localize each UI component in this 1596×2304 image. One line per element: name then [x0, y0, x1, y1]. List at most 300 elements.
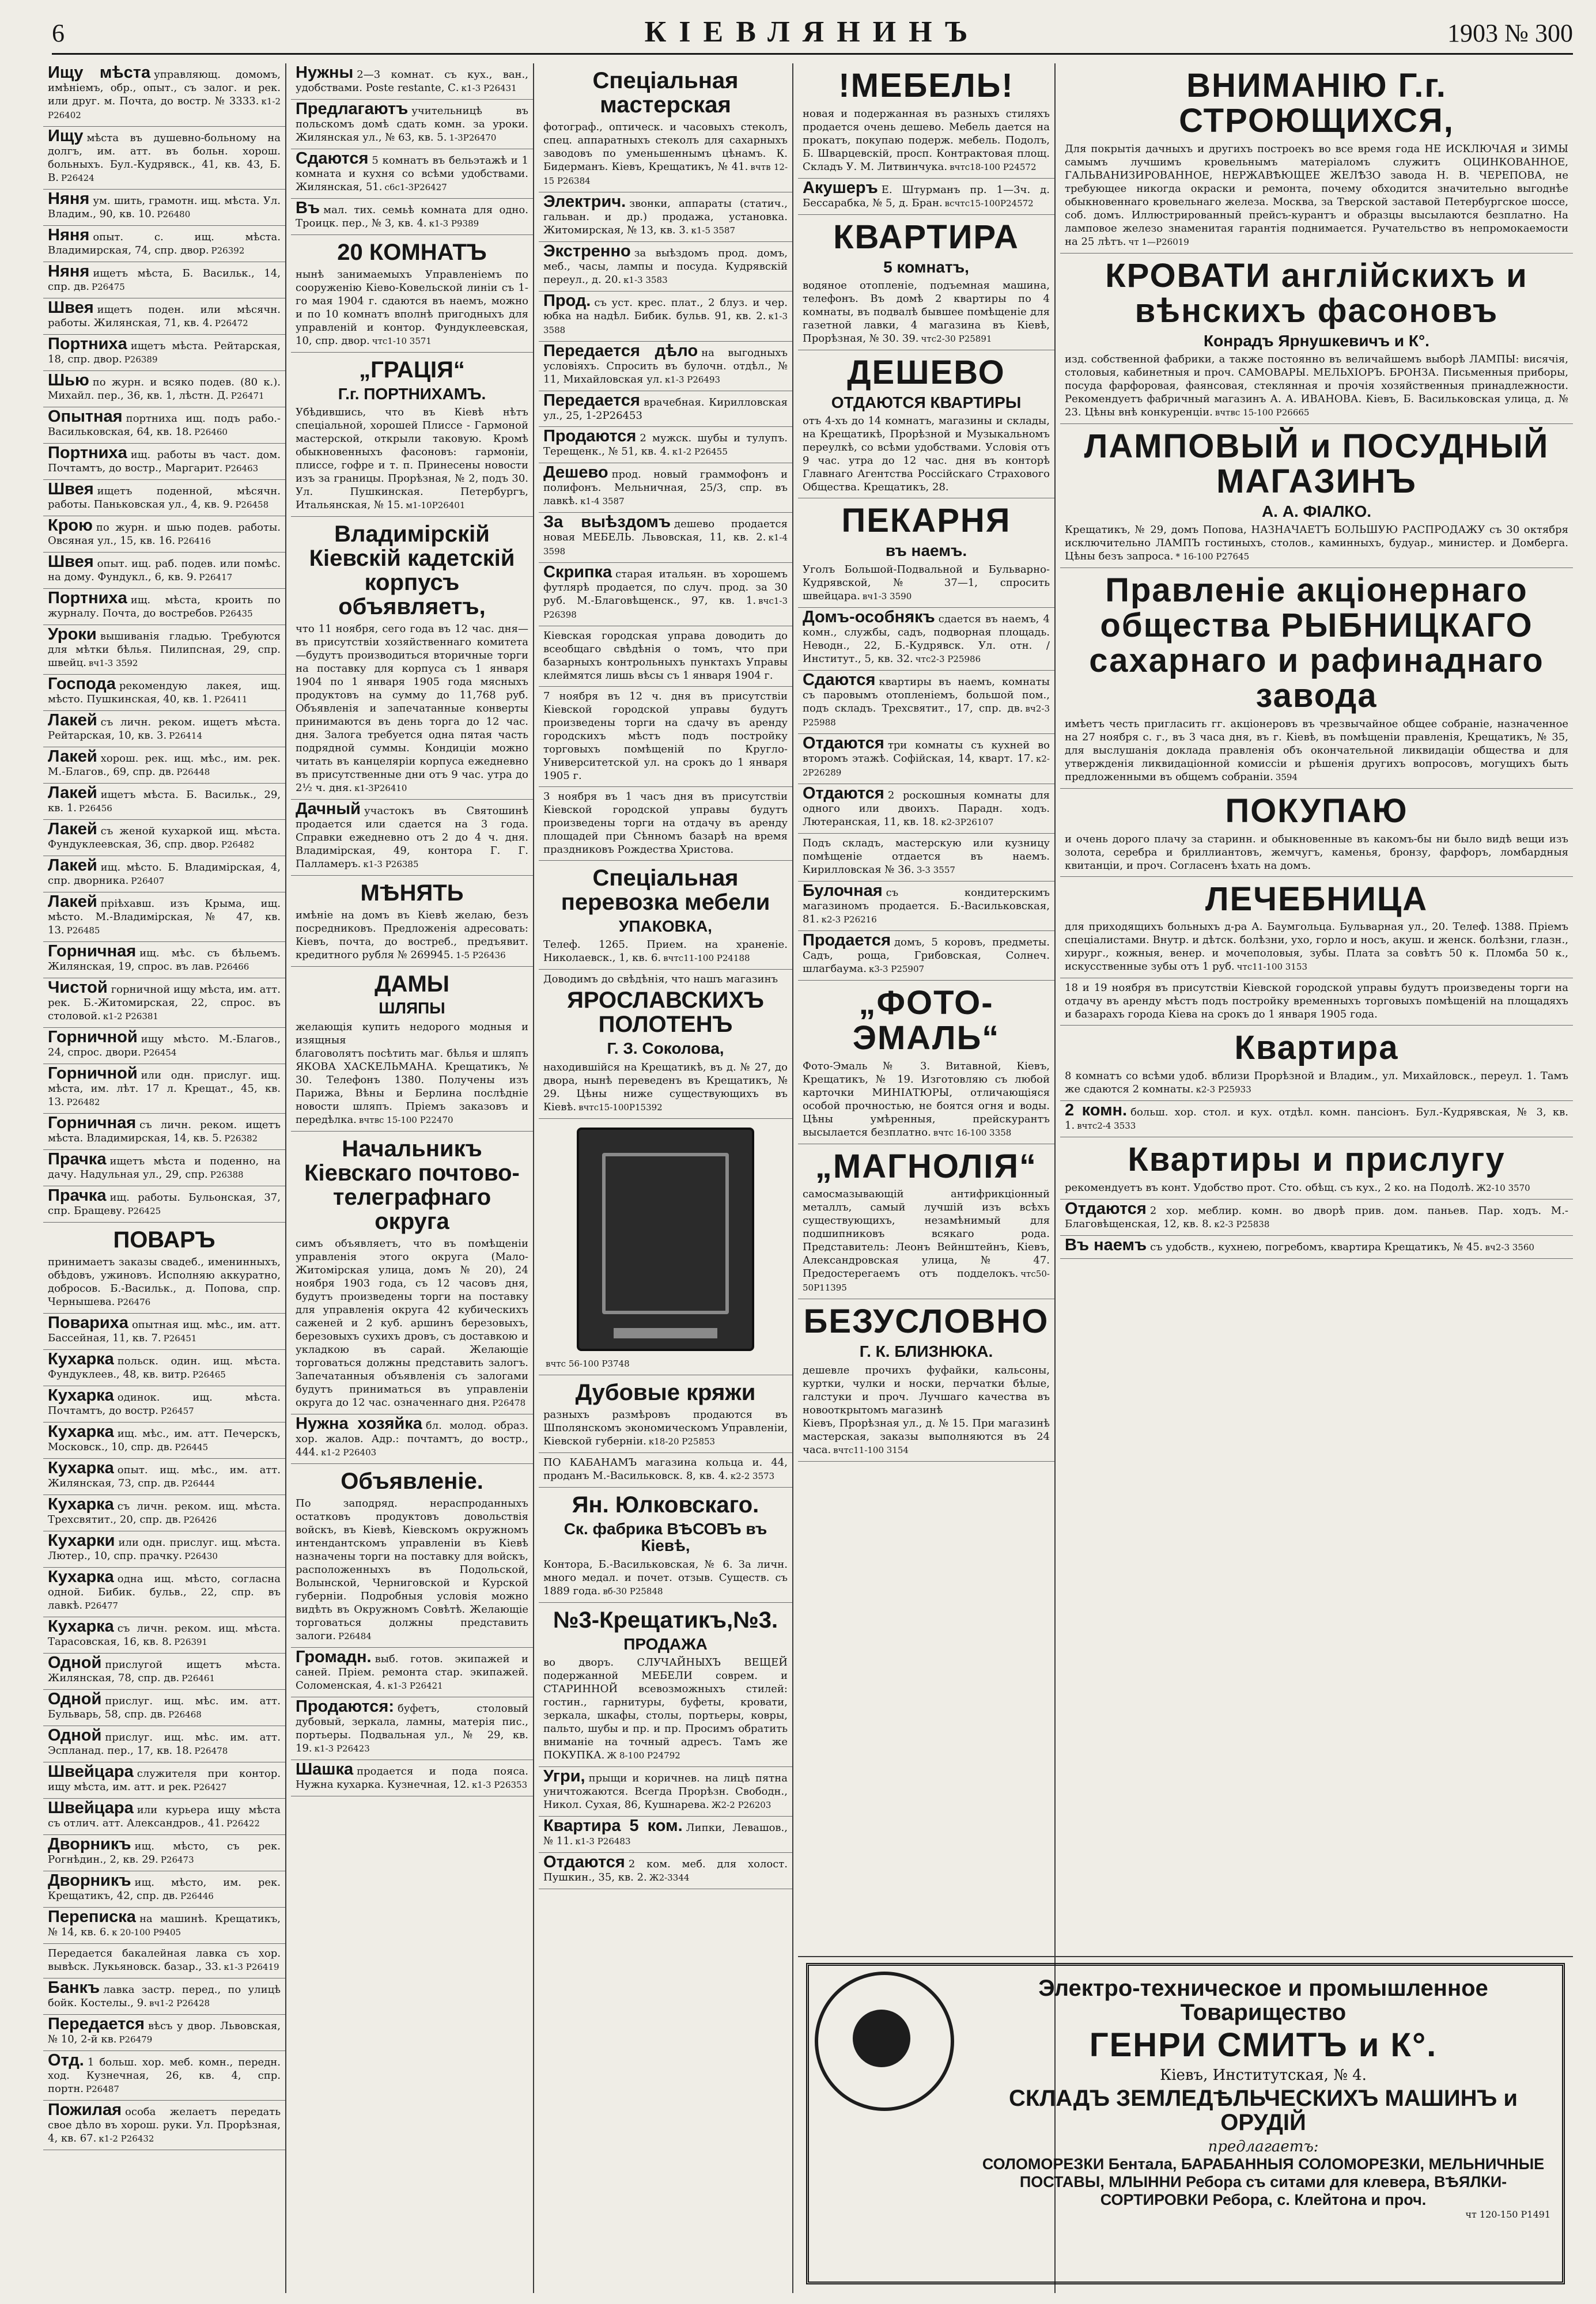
ad-address: Кіевъ, Институтская, № 4.: [1160, 2066, 1367, 2084]
ad-body: ищ. мѣс., им. атт. Печерскъ, Московск., 10, спр. дв.: [48, 1428, 281, 1453]
classified-ad: [43, 1871, 285, 1908]
ad-body: съ личн. реком. ищ. мѣста. Тарасовская, 16, кв. 8.: [48, 1622, 281, 1648]
ad-lead-word: Дворникъ: [48, 1835, 131, 1853]
ad-body: новая и подержанная въ разныхъ стиляхъ продается очень дешево. Мебель дается на прокатъ, покупаю подерж. мебель. Подолъ, Б. Шварцевскій, просп. Контрактовая площ. Складъ У. М. Литвинчука.: [803, 107, 1050, 173]
ad-body: опытная ищ. мѣс., им. атт. Бассейная, 11, кв. 7.: [48, 1319, 281, 1344]
ad-lead-word: Кухарка: [48, 1495, 114, 1514]
ad-body: 2 мужск. шубы и тулупъ. Терещенк., № 51, кв. 4.: [543, 432, 788, 457]
ad-body: домъ, 5 коровъ, предметы. Садъ, роща, Грибовская, Солнеч. шлагбаума.: [803, 936, 1050, 975]
ad-reference-code: к2-3 Р25933: [1196, 1084, 1251, 1095]
ad-body: вѣсъ у двор. Львовская, № 10, 2-й кв.: [48, 2020, 281, 2045]
ad-lead-word: Прачка: [48, 1150, 107, 1168]
ad-headline: !МЕБЕЛЬ!: [838, 67, 1014, 104]
ad-lead-word: Швея: [48, 553, 94, 571]
ad-title: Электро-техническое и промышленное Товарищество: [1038, 1976, 1488, 2025]
ad-lead-word: Швейцара: [48, 1799, 134, 1817]
classified-ad: [539, 427, 792, 463]
ad-lead-word: Крою: [48, 516, 93, 535]
classified-ad: [1060, 1101, 1573, 1137]
ad-lead-word: Няня: [48, 190, 90, 208]
ad-body: сдается въ наемъ, 4 комн., службы, садъ, подворная площадь. Неводн., 22, Б.-Кудрявск. Ул. отн. / Институт., 5, кв. 32.: [803, 612, 1050, 665]
ad-body: самосмазывающій антифрикціонный металлъ, самый лучшій изъ всѣхъ существующихъ, незамѣнимый для подшипниковъ всякаго рода. Представитель: Леонъ Вейнштейнъ, Кіевъ, Александровская улица, № 47. Предостерегаемъ отъ подделокъ.: [803, 1188, 1050, 1280]
classified-ad: [43, 262, 285, 298]
ad-body: что 11 ноября, сего года въ 12 час. дня—въ присутствіи хозяйственнаго комитета—будутъ производиться вторичные торги на поставку для корпуса съ 1 января 1904 по 1 января 1905 года мясныхъ продуктовъ на сумму до 11,768 руб. Объявленія и запечатанные конверты принимаются въ день торга до 12 час. дня. Залога требуется одна пятая часть подрядной суммы. Кондиціи можно читать въ канцеляріи корпуса ежедневно въ присутственные дни отъ 9 час. утра до 2½ ч. дня.: [296, 623, 528, 795]
classified-ad: [291, 876, 533, 967]
classified-ad: [539, 1453, 792, 1488]
classified-ad: [43, 63, 285, 127]
ad-body: управляющ. домомъ, имѣніемъ, обр., опыт., съ залог. и рек. или друг. м. Почта, до востр. № 3333.: [48, 69, 281, 107]
ad-reference-code: Р26457: [160, 1406, 194, 1416]
classified-ad: [43, 190, 285, 226]
ad-lead-word: Нужна хозяйка: [296, 1414, 422, 1433]
classified-ad: [43, 675, 285, 711]
ad-lead-word: Одной: [48, 1654, 102, 1672]
ad-reference-code: чтс2-30 Р25891: [921, 334, 992, 345]
ad-offers: предлагаетъ:: [1208, 2137, 1319, 2155]
classified-ad: [43, 335, 285, 371]
ad-reference-code: чт 1—Р26019: [1128, 236, 1189, 247]
classified-ad: [1060, 1137, 1573, 1200]
ad-reference-code: к1-4 3587: [580, 496, 625, 506]
ad-headline: ПОКУПАЮ: [1225, 792, 1408, 830]
classified-ad: [43, 1459, 285, 1495]
classified-ad: [43, 2051, 285, 2101]
classified-ad: [291, 353, 533, 517]
ad-body: для приходящихъ больныхъ д-ра А. Баумгольца. Бульварная ул., 20. Телеф. 1388. Пріемъ спеціалистами. Внутр. и дѣтск. болѣзни, ухо, горло и носъ, акуш. и женск. болѣзни, глазн., хирург., кожныя, венер. и мочеполовыя, зубы. Плата за совѣтъ 50 к. Пломба 50 к., искусственные зубы отъ 1 руб.: [1065, 921, 1568, 973]
classified-ad: [43, 625, 285, 675]
ad-body: опыт. с. ищ. мѣста. Владимирская, 74, спр. двор.: [48, 231, 281, 256]
classified-ad: [43, 1835, 285, 1871]
ad-body: дешево продается новая МЕБЕЛЬ. Львовская, 11, кв. 2.: [543, 518, 788, 543]
classified-ad: [43, 1617, 285, 1654]
classified-ad: [43, 516, 285, 553]
ad-body: 5 комнатъ въ бельэтажѣ и 1 комната и кухня со всѣми удобствами. Жилянская, 51.: [296, 154, 528, 193]
ad-reference-code: вчтс2-4 3533: [1077, 1121, 1136, 1132]
ad-body: мѣста въ душевно-больному на долгъ, им. атт. въ больн. хорош. больныхъ. Бул.-Кудрявск., 41, кв. 43, Б. В.: [48, 132, 281, 184]
ad-headline: МѢНЯТЬ: [360, 880, 464, 906]
ad-lead-word: Акушеръ: [803, 178, 878, 197]
ad-lead-word: Отдаются: [803, 784, 884, 803]
ad-lead-word: Отд.: [48, 2051, 84, 2070]
ad-reference-code: к1-5 3587: [691, 225, 735, 236]
classified-ad: [43, 1568, 285, 1617]
classified-ad: [43, 1064, 285, 1114]
classified-ad: [539, 1119, 792, 1375]
ad-body: или одн. прислуг. ищ. мѣста. Лютер., 10, спр. прачку.: [48, 1537, 281, 1562]
ad-body: съ женой кухаркой ищ. мѣста. Фундуклеевская, 36, спр. двор.: [48, 825, 281, 850]
ad-reference-code: Р26480: [157, 209, 191, 220]
classified-ad: [291, 1697, 533, 1760]
ad-body: ищ. мѣста, кроить по журналу. Почта, до востребов.: [48, 594, 281, 619]
classified-ad: [539, 342, 792, 391]
classified-ad: [1060, 1236, 1573, 1259]
ad-body: находившійся на Крещатикѣ, въ д. № 27, до двора, нынѣ переведенъ въ Крещатикъ, № 29. Цѣны ниже существующихъ въ Кіевѣ.: [543, 1061, 788, 1113]
ad-lead-word: Нужны: [296, 63, 354, 82]
classified-ad: [539, 970, 792, 1118]
masthead: [52, 10, 1573, 55]
classified-ad: [798, 734, 1054, 784]
ad-headline: ЛЕЧЕБНИЦА: [1205, 880, 1428, 918]
ad-reference-code: к2-3 Р25838: [1214, 1219, 1270, 1230]
ad-lead-word: Лакей: [48, 856, 97, 875]
ad-reference-code: Ж2-2 Р26203: [711, 1799, 771, 1810]
ad-lead-word: Лакей: [48, 820, 97, 838]
ad-reference-code: Ж2-10 3570: [1476, 1183, 1530, 1194]
ad-body: прислуг. ищ. мѣс. им. атт. Бульварь, 58, спр. дв.: [48, 1695, 281, 1720]
ad-headline: Ян. Юлковскаго.: [572, 1492, 759, 1518]
ad-store: СКЛАДЪ ЗЕМЛЕДѢЛЬЧЕСКИХЪ МАШИНЪ и ОРУДІЙ: [1009, 2085, 1518, 2135]
classified-ad: [43, 1350, 285, 1386]
ad-reference-code: к1-2 Р26455: [672, 447, 728, 457]
ad-lead-word: Сдаются: [296, 149, 369, 168]
classified-ad: [43, 2101, 285, 2150]
page-number: 6: [52, 19, 65, 47]
ad-body: больш. хор. стол. и кух. отдѣл. комн. пансіонъ. Бул.-Кудрявская, № 3, кв. 1.: [1065, 1106, 1568, 1132]
ad-subheadline: А. А. ФІАЛКО.: [1261, 502, 1372, 520]
classified-ad: [43, 1944, 285, 1978]
ad-lead-word: Господа: [48, 675, 116, 693]
ad-headline: Правленіе акціонернаго общества РЫБНИЦКАГО сахарнаго и рафинаднаго завода: [1089, 572, 1544, 714]
ad-body: вышиванія гладью. Требуются для мѣтки бѣлья. Пилипсная, 29, спр. швейц.: [48, 630, 281, 669]
ad-subheadline: Ск. фабрика ВѢСОВЪ въ Кіевѣ,: [563, 1519, 767, 1555]
ad-reference-code: вчтвс 15-100 Р26665: [1215, 407, 1310, 418]
classified-ad: [1060, 568, 1573, 789]
ad-reference-code: Р26458: [235, 500, 269, 510]
ad-body: прод. новый граммофонъ и полифонъ. Мельничная, 25/3, спр. въ лавкѣ.: [543, 468, 788, 507]
ad-body: По заподряд. нераспроданныхъ остатковъ продуктовъ довольствія войскъ, въ Кіевѣ, Кіевскомъ окружномъ интендантскомъ управленіи въ Кіевѣ назначены торги на поставку для войскъ, расположенныхъ въ Подольской, Волынской, Черниговской и Курской губерніи. Подробныя условія можно видѣть въ Окружномъ Совѣтѣ. Желающіе торговаться должны представить залоги.: [296, 1497, 528, 1642]
classified-ad: [43, 444, 285, 480]
ad-reference-code: к1-2 Р26432: [99, 2133, 154, 2144]
ad-lead-word: Няня: [48, 262, 90, 281]
ad-reference-code: вч2-3 3560: [1485, 1242, 1534, 1253]
ad-reference-code: к1-3Р26410: [354, 783, 407, 794]
classified-ad: [1060, 978, 1573, 1026]
ad-body: одинок. ищ. мѣста. Почтамтъ, до востр.: [48, 1391, 281, 1417]
ad-reference-code: к2-2Р26289: [803, 753, 1050, 778]
ad-headline: ЛАМПОВЫЙ и ПОСУДНЫЙ МАГАЗИНЪ: [1084, 427, 1549, 500]
ad-reference-code: м1-10Р26401: [406, 500, 466, 511]
ad-lead-word: 2 комн.: [1065, 1101, 1128, 1120]
ad-lead-word: Портниха: [48, 335, 127, 353]
ad-body: Е. Штурманъ пр. 1—3ч. д. Бессарабка, № 5, д. Бран.: [803, 183, 1050, 209]
ad-body: ищетъ мѣста. Б. Васильк., 29, кв. 1.: [48, 789, 281, 814]
ad-body: ищетъ поден. или мѣсячн. работы. Жилянская, 71, кв. 4.: [48, 304, 281, 329]
ad-lead-word: Прачка: [48, 1186, 107, 1205]
ad-body: по журн. и всяко подев. (80 к.). Михайл. пер., 36, кв. 1, лѣстн. Д.: [48, 376, 281, 402]
ad-lead-word: Кухарка: [48, 1350, 114, 1368]
ad-reference-code: всчтс15-100Р24572: [944, 198, 1034, 209]
classified-ad: [539, 787, 792, 861]
ad-lead-word: Громадн.: [296, 1647, 372, 1666]
classified-ad: [539, 513, 792, 563]
ad-headline: „ФОТО-ЭМАЛЬ“: [852, 983, 1000, 1057]
classified-ad: [539, 626, 792, 687]
classified-ad: [291, 100, 533, 149]
ad-text: ПО КАБАНАМЪ магазина кольца и. 44, проданъ М.-Васильковск. 8, кв. 4.: [543, 1456, 788, 1482]
ad-lead-word: Кухарка: [48, 1568, 114, 1586]
ad-lead-word: Ищу: [48, 127, 84, 145]
ad-reference-code: вб-30 Р25848: [603, 1586, 663, 1596]
ad-lead-word: Отдаются: [543, 1852, 625, 1871]
ad-subheadline: ПРОДАЖА: [623, 1635, 708, 1653]
ad-body: буфетъ, столовый дубовый, зеркала, ламны, матерія пис., портьеры. Подвальная ул., № 29, кв. 19.: [296, 1702, 528, 1754]
ad-reference-code: к2-3 Р26216: [821, 914, 877, 925]
ad-lead-word: Отдаются: [1065, 1200, 1147, 1219]
issue-number: 1903 № 300: [1447, 19, 1573, 47]
ad-reference-code: Р26461: [181, 1673, 215, 1683]
ad-headline: ЯРОСЛАВСКИХЪ ПОЛОТЕНЪ: [567, 988, 764, 1038]
ad-reference-code: к1-3 Р26493: [664, 374, 721, 385]
ad-reference-code: Р26392: [211, 245, 245, 256]
ad-reference-code: Ж 8-100 Р24792: [607, 1750, 680, 1761]
ad-reference-code: к1-2 Р26403: [321, 1447, 377, 1458]
classified-ad: [798, 179, 1054, 215]
classified-ad: [43, 1422, 285, 1459]
ad-body: Липки, Левашов., № 11.: [543, 1821, 788, 1847]
ad-body: служителя при контор. ищу мѣста, им. атт. и рек.: [48, 1768, 281, 1793]
ad-lead-word: Лакей: [48, 711, 97, 729]
ad-body: отъ 4-хъ до 14 комнатъ, магазины и склады, на Крещатикѣ, Прорѣзной и Музыкальномъ переулкѣ, со всѣми удобствами. Условія отъ 9 час. утра до 12 час. дня въ конторѣ Главнаго Агентства Россійскаго Страхового Общества. Крещатикъ, 28.: [803, 415, 1050, 494]
ad-text: 18 и 19 ноября въ присутствіи Кіевской городской управы будутъ произведены торги на отдачу въ аренду мѣстъ подъ постройку временныхъ торговыхъ помѣщеній на площадяхъ и базарахъ города Кіева на срокъ до 1 января 1905 года.: [1065, 982, 1568, 1021]
ad-reference-code: вчтс 16-100 3358: [933, 1127, 1012, 1138]
ad-lead-word: Передается дѣло: [543, 342, 698, 360]
classified-ad: [798, 981, 1054, 1144]
ad-reference-code: Р26454: [143, 1047, 177, 1058]
classified-ad: [43, 1386, 285, 1422]
ad-headline: №3-Крещатикъ,№3.: [553, 1607, 778, 1633]
classified-ad: [798, 931, 1054, 981]
classified-ad: [43, 1531, 285, 1568]
ad-reference-code: Р26416: [177, 536, 211, 546]
ad-lead-word: Въ наемъ: [1065, 1236, 1147, 1255]
classified-ad: [798, 608, 1054, 671]
ad-reference-code: Р26446: [180, 1891, 214, 1901]
ad-body: во дворъ. СЛУЧАЙНЫХЪ ВЕЩЕЙ подержанной МЕБЕЛИ соврем. и СТАРИННОЙ всевозможныхъ стилей: гостин., гарнитуры, буфеты, кровати, зеркала, шкафы, столы, портьеры, ковры, пальто, шубы и пр. и пр. Просимъ обратить вниманіе на точный адресъ. Тамъ же ПОКУПКА.: [543, 1656, 788, 1761]
ad-reference-code: * 16-100 Р27645: [1175, 551, 1250, 562]
ad-reference-code: к 20-100 Р9405: [112, 1927, 181, 1938]
newspaper-title: КІЕВЛЯНИНЪ: [644, 16, 981, 48]
ad-body: пріѣхавш. изъ Крыма, ищ. мѣсто. М.-Владимірская, № 47, кв. 13.: [48, 898, 281, 936]
classified-ad: [291, 1648, 533, 1697]
classified-ad: [291, 235, 533, 353]
ad-reference-code: Р26484: [338, 1630, 372, 1641]
ad-lead-word: Дворникъ: [48, 1871, 131, 1890]
footer-advertisement: [798, 1956, 1573, 2294]
classified-ad: [539, 563, 792, 626]
ad-body: прыщи и коричнев. на лицѣ пятна уничтожаются. Всегда Прорѣзн. Свободн., Никол. Сухая, 86, Кушнарева.: [543, 1772, 788, 1811]
ad-reference-code: Р26460: [194, 427, 228, 437]
ad-reference-code: Р26465: [192, 1369, 226, 1380]
ad-body: ищетъ поденной, мѣсячн. работы. Паньковская ул., 4, кв. 9.: [48, 485, 281, 510]
ad-body: на выгодныхъ условіяхъ. Спросить въ булочн. отдѣл., № 11, Михайловская ул.: [543, 347, 788, 385]
ad-lead-word: Отдаются: [803, 733, 884, 752]
ad-body: фотограф., оптическ. и часовыхъ стеколъ, спец. аппаратныхъ стеколъ для сахарныхъ заводовъ по уменьшеннымъ цѣнамъ. К. Бидерманъ. Кіевъ, Крещатикъ, № 41.: [543, 121, 788, 173]
classified-ad: [539, 1817, 792, 1853]
ad-reference-code: Р26466: [215, 962, 249, 972]
ad-body: на машинѣ. Крещатикъ, № 14, кв. 6.: [48, 1913, 281, 1938]
ad-reference-code: вчтс 56-100 Р3748: [546, 1358, 630, 1369]
ad-lead-word: Домъ-особнякъ: [803, 607, 935, 626]
classified-ad: [43, 942, 285, 978]
ad-body: ум. шить, грамотн. ищ. мѣста. Ул. Владим., 90, кв. 10.: [48, 195, 281, 220]
classified-ad: [798, 882, 1054, 931]
ad-headline: Спеціальная перевозка мебели: [561, 865, 770, 915]
ad-lead-word: Горничная: [48, 1114, 137, 1132]
classified-ad: [43, 784, 285, 820]
ad-body: портниха ищ. подъ рабо.-Васильковская, 64, кв. 18.: [48, 413, 281, 438]
ad-lead-word: Швейцара: [48, 1762, 134, 1781]
ad-reference-code: Р26430: [184, 1551, 218, 1561]
ad-reference-code: Р26435: [219, 608, 253, 619]
ad-reference-code: к2-2 3573: [730, 1470, 775, 1481]
ad-headline: КРОВАТИ англійскихъ и вѣнскихъ фасоновъ: [1105, 256, 1528, 330]
ad-headline: Квартиры и прислугу: [1128, 1141, 1506, 1179]
classified-ad: [798, 350, 1054, 498]
ad-lead-word: Продаются:: [296, 1697, 394, 1716]
ad-reference-code: чтс1-10 3571: [372, 336, 432, 346]
ad-body: врачебная. Кирилловская ул., 25, 1-2Р26453: [543, 396, 788, 422]
ad-body: ищ. мѣсто, им. рек. Крещатикъ, 42, спр. дв.: [48, 1877, 281, 1902]
ad-reference-code: вчтвс 15-100 Р22470: [358, 1114, 453, 1125]
classified-ad: [291, 967, 533, 1131]
ad-body: бл. молод. образ. хор. жалов. Адр.: почтамтъ, до востр., 444.: [296, 1419, 528, 1458]
ad-reference-code: к1-3 Р26431: [461, 83, 517, 93]
ad-lead-word: Кухарки: [48, 1531, 115, 1550]
ad-reference-code: 1-3Р26470: [449, 133, 497, 143]
ad-reference-code: Р26411: [214, 694, 248, 705]
ad-reference-code: Р26389: [124, 354, 158, 365]
classified-ad: [43, 1690, 285, 1726]
ad-body: съ личн. реком. ищетъ мѣста. Владимирская, 14, кв. 5.: [48, 1119, 281, 1144]
henry-smith-ad: [806, 1963, 1565, 2284]
ad-reference-code: к1-2 Р26402: [48, 96, 281, 120]
ad-reference-code: вч1-3 3592: [88, 658, 138, 668]
classified-ad: [43, 1223, 285, 1314]
ad-reference-code: Р26482: [66, 1097, 100, 1107]
ad-reference-code: 3-3 3557: [916, 864, 955, 875]
ad-reference-code: Р26471: [230, 391, 264, 401]
classified-ad: [539, 192, 792, 242]
ad-body-continued: Кіевъ, Прорѣзная ул., д. № 15. При магазинѣ мастерская, заказы выполняются въ 24 часа.: [803, 1417, 1050, 1456]
ad-reference-code: Р26478: [194, 1746, 228, 1756]
ad-lead-word: Банкъ: [48, 1978, 100, 1997]
ad-body: Для покрытія дачныхъ и другихъ построекъ во все время года НЕ ИСКЛЮЧАЯ и ЗИМЫ самымъ лучшимъ кровельнымъ матеріаломъ служитъ ОЦИНКОВАННОЕ, ГАЛЬВАНИЗИРОВАННОЕ, НЕРЖАВѢЮЩЕЕ ЖЕЛѢЗО завода Н. В. ЧЕРЕПОВА, не требующее никогда окраски и ремонта, почему обходится значительно выгоднѣе обыкновеннаго кровельнаго железа. Москва, за Тверской заставой Петербургское шоссе, соб. домъ. Иллюстрированный прейсъ-курантъ и образцы высылаются безплатно. На ламповое железо знаменитая гарантія поднимается. Ручательство въ непромокаемости на 25 лѣтъ.: [1065, 142, 1568, 248]
ad-body: рекомендую лакея, ищ. мѣсто. Пушкинская, 40, кв. 1.: [48, 680, 281, 705]
classified-ad: [539, 242, 792, 292]
ad-firm: ГЕНРИ СМИТЪ и К°.: [1089, 2026, 1438, 2064]
classified-ad: [539, 861, 792, 970]
ad-reference-code: Р26477: [85, 1601, 118, 1611]
classified-ad: [43, 856, 285, 892]
ad-reference-code: Р26485: [66, 925, 100, 936]
ad-reference-code: к1-3 Р9389: [429, 218, 479, 229]
ad-lead-word: Переписка: [48, 1908, 136, 1926]
classified-ad: [539, 1853, 792, 1889]
ad-body: ищу мѣсто. М.-Благов., 24, спрос. двори.: [48, 1033, 281, 1058]
classified-ad: [291, 517, 533, 800]
classified-ad: [43, 1028, 285, 1064]
classified-ad: [43, 371, 285, 407]
classified-ad: [43, 226, 285, 262]
ad-body: Крещатикъ, № 29, домъ Попова, НАЗНАЧАЕТЪ БОЛЬШУЮ РАСПРОДАЖУ съ 30 октября исключительно ЛАМПЪ гостиныхъ, столов., каминныхъ, будуар., министер. и Домберга. Цѣны безъ запроса.: [1065, 524, 1568, 563]
classified-ad: [43, 127, 285, 190]
ad-lead-word: Пожилая: [48, 2101, 122, 2119]
ad-lead-word: Угри,: [543, 1766, 585, 1785]
ad-lead-word: Ищу мѣста: [48, 63, 151, 82]
classified-ad: [798, 671, 1054, 734]
ad-reference-code: 1-5 Р26436: [455, 950, 506, 961]
ad-reference-code: к1-3 Р26421: [387, 1680, 443, 1691]
ad-text: 3 ноября въ 1 часъ дня въ присутствіи Кіевской городской управы будутъ произведены торги на отдачу въ аренду площадей при Сѣнномъ базарѣ на время праздниковъ Рождества Христова.: [543, 790, 788, 856]
ad-body: имѣетъ честь пригласить гг. акціонеровъ въ чрезвычайное общее собраніе, назначенное на 27 ноября с. г., въ 3 часа дня, въ г. Кіевѣ, въ помѣщеніи правленія, Крещатикъ, № 35, для выслушанія доклада правленія объ окончательной ликвидаціи общества и для утвержденія ликвидаціонной комиссіи и рѣшенія другихъ вопросовъ, могущихъ быть предложенными въ общемъ собраніи.: [1065, 717, 1568, 783]
ad-body: изд. собственной фабрики, а также постоянно въ величайшемъ выборѣ ЛАМПЫ: висячія, столовыя, кабинетныя и проч. САМОВАРЫ. МЕЛЬХІОРЪ. БРОНЗА. Письменныя приборы, посуда фарфоровая, фаянсовая, стеклянная и прочія хозяйственныя принадлежности. Рекомендуетъ фабричный магазинъ А. А. ИВАНОВА. Кіевъ, Б. Васильковская улица, д. № 23. Цѣны внѣ конкуренціи.: [1065, 353, 1568, 418]
ad-reference-code: Р26468: [168, 1709, 202, 1720]
ad-headline: БЕЗУСЛОВНО: [803, 1303, 1049, 1341]
ad-body: ищетъ мѣста, Б. Васильк., 14, спр. дв.: [48, 267, 281, 293]
ad-subheadline: Г. З. Соколова,: [607, 1039, 724, 1058]
classified-ad: [291, 800, 533, 876]
classified-ad: [43, 1799, 285, 1835]
threshing-machine-icon: [815, 1972, 954, 2111]
ad-reference-code: Р26473: [160, 1855, 194, 1865]
ad-body: или курьера ищу мѣста съ отлич. атт. Александров., 41.: [48, 1804, 281, 1829]
classified-ad: [43, 2015, 285, 2051]
ad-lead-word: Няня: [48, 226, 90, 244]
ad-subheadline: въ наемъ.: [885, 542, 967, 560]
classified-ad: [798, 63, 1054, 179]
ad-body: 2—3 комнат. съ кух., ван., удобствами. Poste restante, С.: [296, 69, 528, 94]
classified-ad: [539, 391, 792, 427]
ad-body: съ личн. реком. ищ. мѣста. Трехсвятит., 20, спр. дв.: [48, 1500, 281, 1526]
ad-lead-word: Швея: [48, 480, 94, 498]
column-1: [43, 63, 286, 2293]
classified-ad: [43, 820, 285, 856]
classified-ad: [798, 1144, 1054, 1300]
classified-ad: [539, 687, 792, 787]
ad-reference-code: вчтс11-100 3154: [833, 1444, 909, 1455]
classified-ad: [539, 292, 792, 342]
ad-lead-word: Сдаются: [803, 670, 876, 689]
ad-body: 2 роскошныя комнаты для одного или двоихъ. Парадн. ходъ. Лютеранская, 11, кв. 18.: [803, 789, 1050, 828]
ad-reference-code: с6с1-3Р26427: [384, 182, 447, 192]
ad-body: за выѣздомъ прод. домъ, меб., часы, лампы и посуда. Кудрявскій переул., д. 20.: [543, 247, 788, 286]
ad-reference-code: Р26472: [214, 318, 248, 328]
ad-reference-code: к1-3 Р26385: [363, 859, 419, 870]
ad-reference-code: Р26427: [193, 1782, 227, 1792]
classified-ad: [43, 480, 285, 516]
ad-subheadline: Г. К. БЛИЗНЮКА.: [859, 1342, 993, 1361]
ad-reference-code: Р26479: [119, 2034, 153, 2045]
ad-body: участокъ въ Святошинѣ продается или сдается на 3 года. Справки ежедневно отъ 2 до 4 ч. дня. Владимірская, 49, контора Г. Г. Палламеръ.: [296, 805, 528, 871]
classified-ad: [43, 298, 285, 335]
ad-reference-code: вчтс18-100 Р24572: [950, 161, 1037, 172]
classified-ad: [1060, 424, 1573, 568]
ad-lead-word: Предлагаютъ: [296, 100, 409, 118]
ad-reference-code: чтс2-3 Р25986: [915, 653, 981, 664]
ad-lead-word: Квартира 5 ком.: [543, 1816, 683, 1835]
ad-body: ищ. мѣсто, съ рек. Рогнѣдин., 2, кв. 29.: [48, 1840, 281, 1866]
ad-lead-word: Прод.: [543, 292, 591, 310]
ad-lead-word: Лакей: [48, 784, 97, 802]
ad-reference-code: к3-3 Р25907: [868, 963, 925, 974]
classified-ad: [291, 1132, 533, 1414]
ad-reference-code: вч1-2 Р26428: [149, 1998, 210, 2008]
ad-ref: чт 120-150 Р1491: [1465, 2208, 1550, 2220]
ad-reference-code: вчтс15-100Р15392: [578, 1102, 663, 1113]
ad-lead-word: Шашка: [296, 1760, 354, 1779]
classified-ad: [43, 711, 285, 747]
ad-reference-code: чтс11-100 3153: [1236, 962, 1307, 973]
